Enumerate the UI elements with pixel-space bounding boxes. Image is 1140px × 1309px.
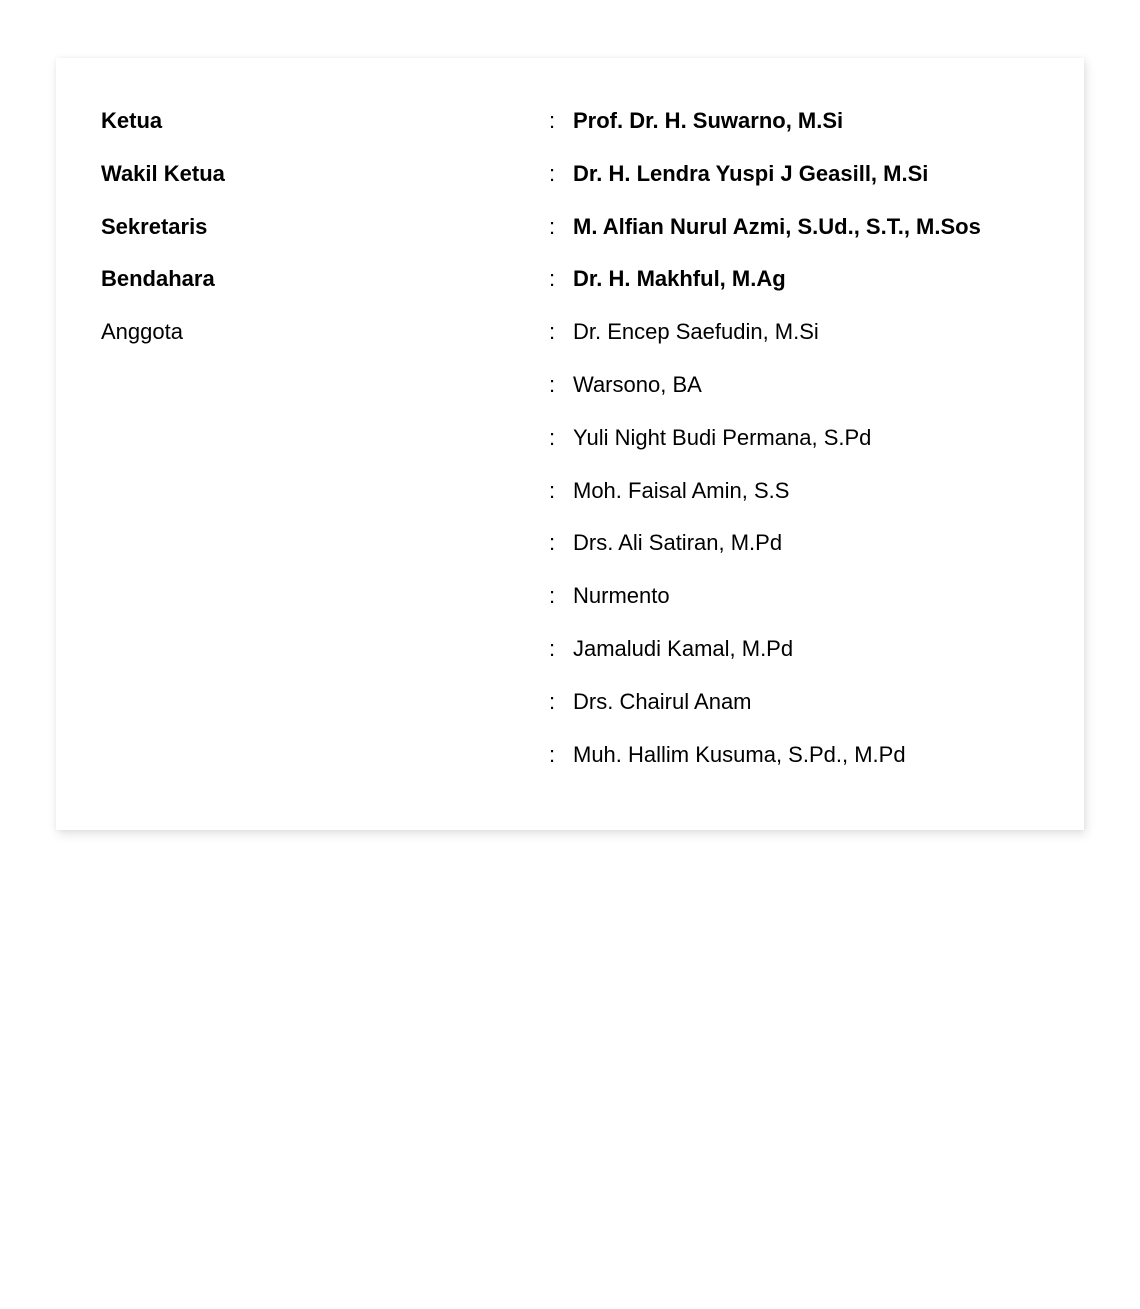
separator-colon: : bbox=[548, 583, 556, 609]
role-label: Sekretaris bbox=[101, 213, 208, 239]
separator-colon: : bbox=[548, 213, 556, 239]
roster-row-sekretaris bbox=[101, 209, 1061, 262]
member-name: Drs. Chairul Anam bbox=[573, 688, 752, 714]
roster-row-anggota bbox=[101, 367, 1061, 420]
separator-colon: : bbox=[548, 741, 556, 767]
separator-colon: : bbox=[548, 477, 556, 503]
roster-row-anggota bbox=[101, 737, 1061, 790]
separator-colon: : bbox=[548, 319, 556, 345]
member-name: Jamaludi Kamal, M.Pd bbox=[573, 635, 794, 661]
role-label: Ketua bbox=[101, 108, 163, 133]
separator-colon: : bbox=[548, 371, 556, 397]
member-name: Yuli Night Budi Permana, S.Pd bbox=[573, 424, 872, 450]
roster-row-anggota bbox=[101, 420, 1061, 473]
role-label: Wakil Ketua bbox=[101, 160, 225, 186]
role-label: Anggota bbox=[101, 319, 183, 345]
separator-colon: : bbox=[548, 160, 556, 186]
roster-row-anggota bbox=[101, 684, 1061, 737]
separator-colon: : bbox=[548, 108, 556, 133]
separator-colon: : bbox=[548, 635, 556, 661]
roster-row-anggota bbox=[101, 473, 1061, 526]
roster-row-ketua bbox=[101, 103, 1061, 156]
document-card bbox=[56, 58, 1084, 830]
separator-colon: : bbox=[548, 424, 556, 450]
committee-roster bbox=[101, 103, 1061, 789]
member-name: Prof. Dr. H. Suwarno, M.Si bbox=[573, 108, 844, 133]
member-name: Dr. H. Lendra Yuspi J Geasill, M.Si bbox=[573, 160, 929, 186]
member-name: Muh. Hallim Kusuma, S.Pd., M.Pd bbox=[573, 741, 906, 767]
separator-colon: : bbox=[548, 266, 556, 292]
roster-row-anggota bbox=[101, 314, 1061, 367]
role-label: Bendahara bbox=[101, 266, 215, 292]
separator-colon: : bbox=[548, 530, 556, 556]
member-name: Nurmento bbox=[573, 583, 670, 609]
member-name: Dr. H. Makhful, M.Ag bbox=[573, 266, 786, 292]
member-name: Dr. Encep Saefudin, M.Si bbox=[573, 319, 819, 345]
roster-row-anggota bbox=[101, 631, 1061, 684]
roster-row-bendahara bbox=[101, 261, 1061, 314]
member-name: Moh. Faisal Amin, S.S bbox=[573, 477, 790, 503]
member-name: Warsono, BA bbox=[573, 371, 702, 397]
member-name: Drs. Ali Satiran, M.Pd bbox=[573, 530, 783, 556]
roster-row-anggota bbox=[101, 525, 1061, 578]
member-name: M. Alfian Nurul Azmi, S.Ud., S.T., M.Sos bbox=[573, 213, 981, 239]
roster-row-anggota bbox=[101, 578, 1061, 631]
roster-row-wakil-ketua bbox=[101, 156, 1061, 209]
separator-colon: : bbox=[548, 688, 556, 714]
